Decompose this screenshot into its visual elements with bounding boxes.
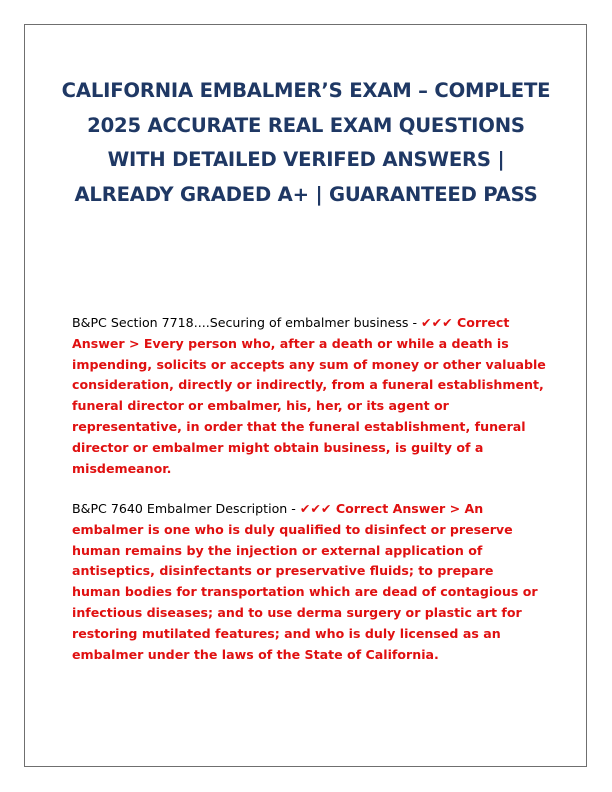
document-title: CALIFORNIA EMBALMER’S EXAM – COMPLETE 2025 ACCURATE REAL EXAM QUESTIONS WITH DETAILED VERIFED ANSWERS | ALREADY GRADED A+ | GUARANTEED PASS (61, 79, 551, 206)
question-text: B&PC Section 7718....Securing of embalmer business - (72, 315, 422, 330)
question-text: B&PC 7640 Embalmer Description - (72, 501, 300, 516)
qa-item (72, 499, 546, 665)
answer-text: ✔✔✔ Correct Answer > An embalmer is one who is duly qualified to disinfect or preserve human remains by the injection or external application of antiseptics, disinfectants or preservative fluids; to prepare human bodies for transportation which are dead of contagious or infectious diseases; and to use derma surgery or plastic art for restoring mutilated features; and who is duly licensed as an embalmer under the laws of the State of California. (72, 501, 538, 662)
answer-text: ✔✔✔ Correct Answer > Every person who, after a death or while a death is impending, solicits or accepts any sum of money or other valuable consideration, directly or indirectly, from a funeral establishment, funeral director or embalmer, his, her, or its agent or representative, in order that the funeral establishment, funeral director or embalmer might obtain business, is guilty of a misdemeanor. (72, 315, 546, 476)
qa-item (72, 313, 546, 479)
